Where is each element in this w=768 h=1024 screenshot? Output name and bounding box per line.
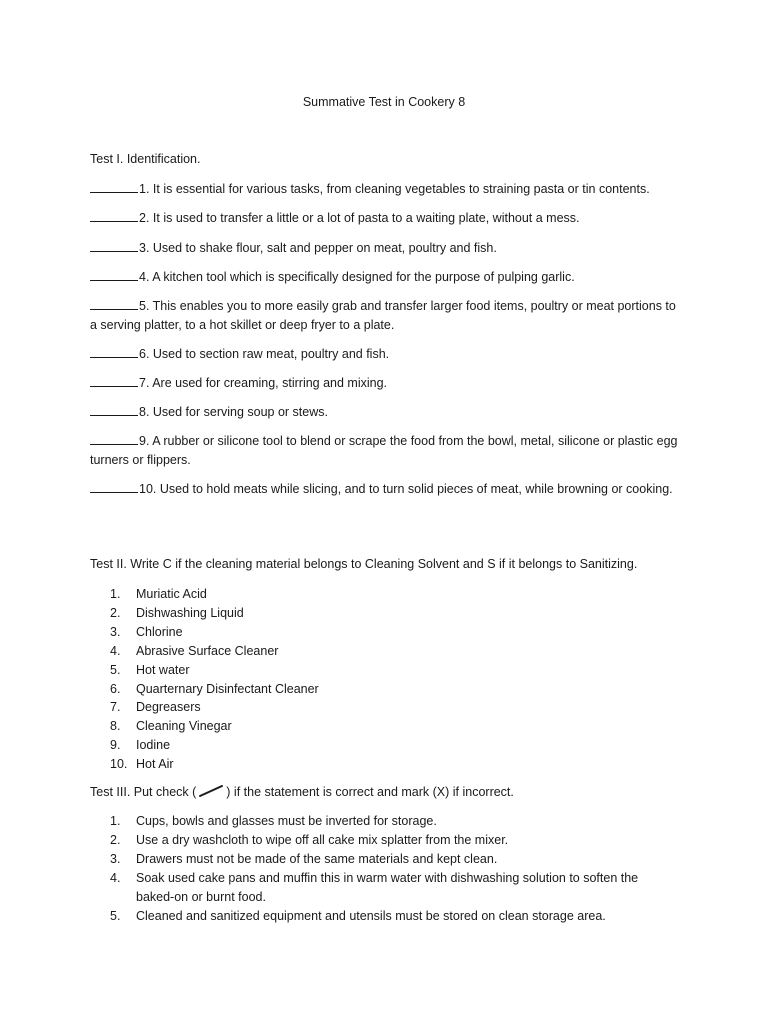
test1-item-text: 2. It is used to transfer a little or a lot of pasta to a waiting plate, without a mess. <box>139 211 580 225</box>
list-item <box>110 661 656 680</box>
list-item-text: Use a dry washcloth to wipe off all cake mix splatter from the mixer. <box>136 832 509 847</box>
test3-heading <box>90 784 514 801</box>
test1-item-text: 7. Are used for creaming, stirring and mixing. <box>139 376 388 390</box>
list-item-number: 6. <box>110 681 121 696</box>
list-item-text: Cleaning Vinegar <box>136 719 232 734</box>
answer-blank[interactable] <box>90 403 138 416</box>
list-item-number: 2. <box>110 832 121 847</box>
list-item-text: Degreasers <box>136 700 201 715</box>
test1-heading: Test I. Identification. <box>90 152 201 166</box>
list-item-text: Abrasive Surface Cleaner <box>136 643 279 658</box>
list-item-number: 5. <box>110 662 121 677</box>
test1-item <box>90 268 680 287</box>
list-item-text: Cleaned and sanitized equipment and utensils must be stored on clean storage area. <box>136 908 606 923</box>
list-item <box>110 623 656 642</box>
test1-item <box>90 239 680 258</box>
list-item-text: Muriatic Acid <box>136 587 207 601</box>
test1-item <box>90 480 680 499</box>
answer-blank[interactable] <box>90 297 138 310</box>
list-item-text: Chlorine <box>136 624 183 639</box>
check-mark-icon <box>198 784 224 801</box>
test1-item-text: 6. Used to section raw meat, poultry and fish. <box>139 347 390 361</box>
list-item <box>110 717 656 736</box>
test1-item <box>90 403 680 422</box>
list-item-number: 1. <box>110 814 121 828</box>
list-item-number: 7. <box>110 700 121 715</box>
list-item <box>110 642 656 661</box>
list-item-text: Dishwashing Liquid <box>136 605 244 620</box>
list-item-text: Drawers must not be made of the same materials and kept clean. <box>136 851 498 866</box>
list-item <box>110 680 656 699</box>
answer-blank[interactable] <box>90 268 138 281</box>
list-item-number: 4. <box>110 643 121 658</box>
answer-blank[interactable] <box>90 480 138 493</box>
answer-blank[interactable] <box>90 345 138 358</box>
list-item <box>110 869 656 907</box>
test1-item-text: 3. Used to shake flour, salt and pepper on meat, poultry and fish. <box>139 241 497 255</box>
test1-item <box>90 374 680 393</box>
list-item <box>110 604 656 623</box>
list-item <box>110 907 656 926</box>
list-item-number: 2. <box>110 605 121 620</box>
test1-item-text: 9. A rubber or silicone tool to blend or scrape the food from the bowl, metal, silicone or plastic egg turners or flippers. <box>90 434 678 467</box>
list-item <box>110 585 656 604</box>
list-item-text: Soak used cake pans and muffin this in warm water with dishwashing solution to soften the baked-on or burnt food. <box>136 870 639 904</box>
test1-item <box>90 180 680 199</box>
test3-heading-start: Test III. Put check ( <box>90 785 197 799</box>
answer-blank[interactable] <box>90 239 138 252</box>
test1-item <box>90 345 680 364</box>
answer-blank[interactable] <box>90 374 138 387</box>
page-title: Summative Test in Cookery 8 <box>302 95 466 109</box>
test2-list <box>110 585 656 774</box>
test1-item-text: 8. Used for serving soup or stews. <box>139 405 328 419</box>
list-item-number: 10. <box>110 757 128 772</box>
list-item-text: Quarternary Disinfectant Cleaner <box>136 681 319 696</box>
list-item-number: 1. <box>110 587 121 601</box>
list-item <box>110 755 656 774</box>
answer-blank[interactable] <box>90 180 138 193</box>
list-item <box>110 698 656 717</box>
list-item <box>110 850 656 869</box>
list-item <box>110 831 656 850</box>
list-item-text: Hot Air <box>136 757 174 772</box>
test1-item-text: 10. Used to hold meats while slicing, and to turn solid pieces of meat, while browning or cooking. <box>139 482 673 496</box>
list-item-number: 5. <box>110 908 121 923</box>
test3-list <box>110 812 656 925</box>
test3-heading-end: ) if the statement is correct and mark (X) if incorrect. <box>226 785 514 799</box>
test1-item <box>90 297 680 335</box>
test1-item <box>90 432 680 470</box>
list-item-number: 8. <box>110 719 121 734</box>
list-item-number: 3. <box>110 851 121 866</box>
test1-item-text: 5. This enables you to more easily grab and transfer larger food items, poultry or meat portions to a serving platter, to a hot skillet or deep fryer to a plate. <box>90 299 676 332</box>
list-item-text: Hot water <box>136 662 190 677</box>
test2-heading: Test II. Write C if the cleaning material belongs to Cleaning Solvent and S if it belongs to Sanitizing. <box>90 557 638 571</box>
answer-blank[interactable] <box>90 209 138 222</box>
list-item <box>110 736 656 755</box>
list-item-number: 4. <box>110 870 121 885</box>
test1-item-text: 4. A kitchen tool which is specifically designed for the purpose of pulping garlic. <box>139 270 575 284</box>
test1-item <box>90 209 680 228</box>
list-item <box>110 812 656 831</box>
list-item-number: 3. <box>110 624 121 639</box>
list-item-text: Iodine <box>136 738 171 753</box>
list-item-text: Cups, bowls and glasses must be inverted for storage. <box>136 814 437 828</box>
test1-item-text: 1. It is essential for various tasks, from cleaning vegetables to straining pasta or tin contents. <box>139 182 650 196</box>
list-item-number: 9. <box>110 738 121 753</box>
answer-blank[interactable] <box>90 432 138 445</box>
